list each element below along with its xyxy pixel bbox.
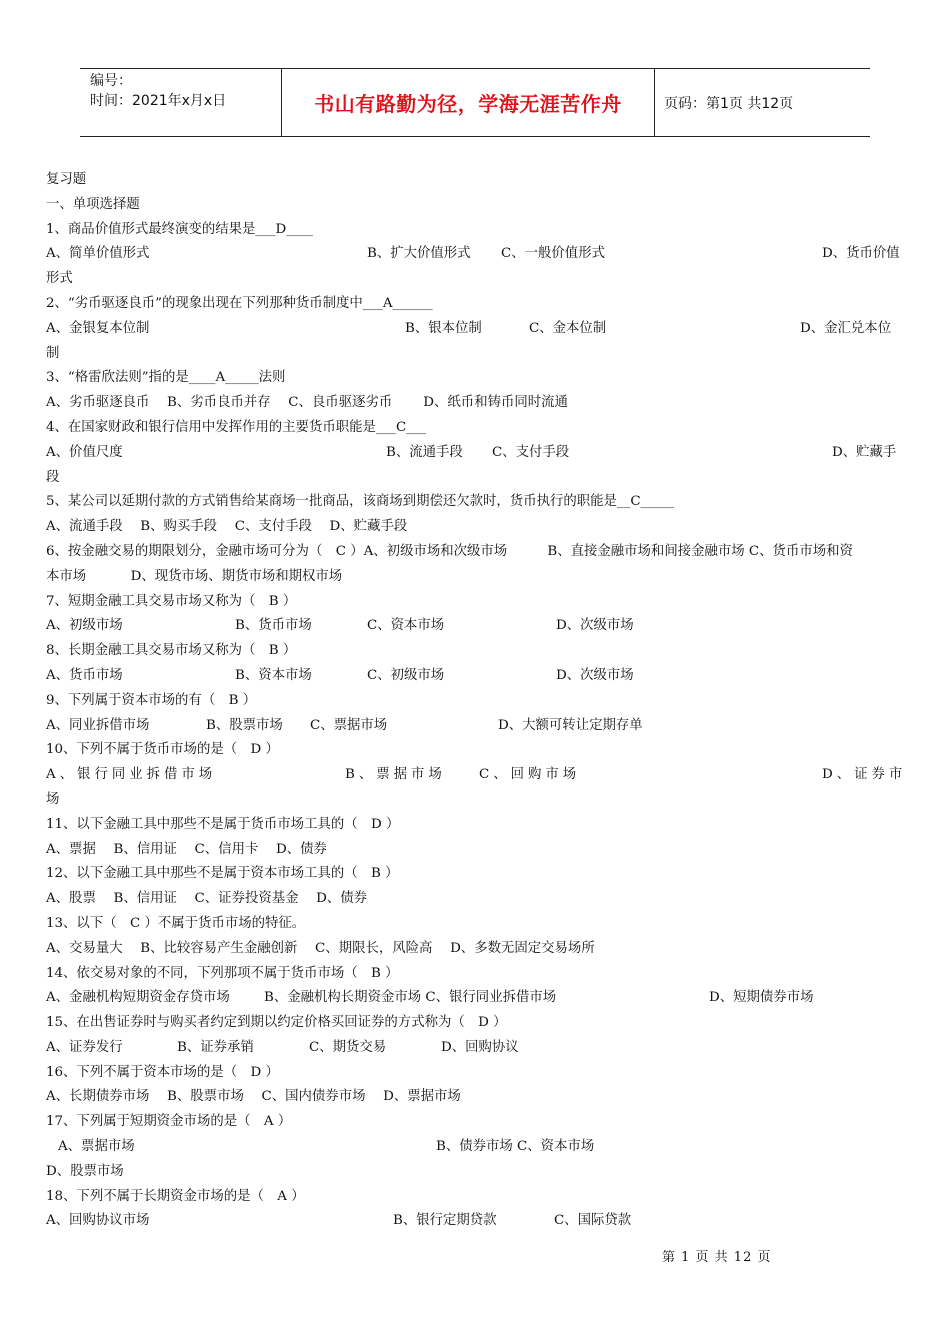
answer-option: D、大额可转让定期存单 [498,717,643,733]
header-table [80,68,870,137]
answer-option: B、货币市场 [235,618,312,634]
answer-option: B、流通手段 [386,444,463,460]
answer-options [46,614,904,639]
text-line: D、股票市场 [46,1163,124,1179]
page-footer: 第 1 页 共 12 页 [662,1250,772,1265]
text-line: 6、按金融交易的期限划分，金融市场可分为（ C ）A、初级市场和次级市场 B、直接金融市场和间接金融市场 C、货币市场和资 [46,543,853,559]
answer-option: C、支付手段 [492,444,570,460]
answer-option: C、国际贷款 [554,1213,632,1229]
document-body [46,168,907,1234]
answer-option: A、回购协议市场 [46,1213,150,1229]
text-line: 4、在国家财政和银行信用中发挥作用的主要货币职能是___C___ [46,419,427,435]
answer-option: D、货币价值 [822,246,900,262]
answer-option: B、银行定期贷款 [393,1213,497,1229]
text-line: 11、以下金融工具中那些不是属于货币市场工具的（ D ） [46,816,400,832]
answer-option: B、证券承销 [177,1039,254,1055]
answer-option: D、次级市场 [556,667,634,683]
text-line: A、劣币驱逐良币 B、劣币良币并存 C、良币驱逐劣币 D、纸币和铸币同时流通 [46,395,568,411]
text-line: 16、下列不属于资本市场的是（ D ） [46,1064,279,1080]
answer-option: C、初级市场 [367,667,445,683]
text-line: 13、以下（ C ）不属于货币市场的特征。 [46,915,306,931]
answer-option: B、票据市场 [345,767,446,783]
text-line: A、长期债券市场 B、股票市场 C、国内债券市场 D、票据市场 [46,1089,461,1105]
answer-option: B、扩大价值形式 [367,246,471,262]
answer-option: C、期货交易 [309,1039,387,1055]
text-line: 17、下列属于短期资金市场的是（ A ） [46,1114,292,1130]
text-line: 形式 [46,271,73,287]
answer-option: A、初级市场 [46,618,123,634]
answer-option: A、同业拆借市场 [46,717,150,733]
answer-option: C、一般价值形式 [501,246,605,262]
answer-option: D、回购协议 [441,1039,519,1055]
answer-options [46,664,904,689]
answer-option: B、金融机构长期资金市场 C、银行同业拆借市场 [264,990,557,1006]
text-line: 1、商品价值形式最终演变的结果是___D____ [46,221,313,237]
answer-options [46,441,904,466]
answer-option: D、贮藏手 [832,444,897,460]
answer-option: C、票据市场 [310,717,388,733]
text-line: 3、“格雷欣法则”指的是____A_____法则 [46,370,286,386]
header-meta [90,71,226,111]
answer-options [46,242,904,267]
text-line: 段 [46,469,60,485]
answer-option: A、证券发行 [46,1039,123,1055]
header-divider-right [654,69,655,136]
text-line: 制 [46,345,60,361]
text-line: 9、下列属于资本市场的有（ B ） [46,692,257,708]
text-line: 5、某公司以延期付款的方式销售给某商场一批商品，该商场到期偿还欠款时，货币执行的职能是__C_____ [46,494,675,510]
answer-option: A、货币市场 [46,667,123,683]
answer-option: A、金融机构短期资金存贷市场 [46,990,230,1006]
answer-option: C、资本市场 [367,618,445,634]
text-line: 8、长期金融工具交易市场又称为（ B ） [46,643,297,659]
answer-options [46,986,904,1011]
text-line: 18、下列不属于长期资金市场的是（ A ） [46,1188,305,1204]
answer-options [46,1209,904,1234]
text-line: 7、短期金融工具交易市场又称为（ B ） [46,593,297,609]
answer-option: D、短期债券市场 [709,990,814,1006]
doc-title: 复习题 [46,172,87,187]
answer-option: A、银行同业拆借市场 [46,767,217,783]
text-line: 本市场 D、现货市场、期货市场和期权市场 [46,568,343,584]
number-label: 编号： [90,73,132,89]
answer-option: B、债券市场 C、资本市场 [436,1139,595,1155]
answer-option: A、票据市场 [58,1139,135,1155]
text-line: A、票据 B、信用证 C、信用卡 D、债券 [46,841,327,857]
text-line: 场 [46,791,60,807]
answer-option: B、银本位制 [405,320,482,336]
answer-option: A、简单价值形式 [46,246,150,262]
section-heading: 一、单项选择题 [46,196,140,212]
answer-option: B、资本市场 [235,667,312,683]
answer-options [46,1135,904,1160]
answer-option: D、金汇兑本位 [800,320,892,336]
answer-options [46,1036,904,1061]
answer-option: C、金本位制 [529,320,607,336]
header-motto: 书山有路勤为径，学海无涯苦作舟 [314,92,622,116]
answer-option: B、股票市场 [206,717,283,733]
answer-option: A、价值尺度 [46,444,123,460]
header-page-number: 页码：第1页 共12页 [664,95,794,112]
answer-options [46,317,904,342]
text-line: A、交易量大 B、比较容易产生金融创新 C、期限长，风险高 D、多数无固定交易场所 [46,940,595,956]
date-label: 时间：2021年x月x日 [90,93,227,109]
text-line: 10、下列不属于货币市场的是（ D ） [46,742,279,758]
answer-option: C、回购市场 [479,767,581,783]
text-line: 14、依交易对象的不同，下列那项不属于货币市场（ B ） [46,965,399,981]
answer-option: D、次级市场 [556,618,634,634]
text-line: 15、在出售证券时与购买者约定到期以约定价格买回证券的方式称为（ D ） [46,1015,507,1031]
text-line: A、股票 B、信用证 C、证券投资基金 D、债券 [46,891,368,907]
text-line: A、流通手段 B、购买手段 C、支付手段 D、贮藏手段 [46,519,408,535]
text-line: 12、以下金融工具中那些不是属于资本市场工具的（ B ） [46,866,399,882]
answer-options [46,763,907,788]
answer-option: D、证券市 [822,767,907,783]
answer-options [46,714,904,739]
answer-option: A、金银复本位制 [46,320,150,336]
text-line: 2、“劣币驱逐良币”的现象出现在下列那种货币制度中___A______ [46,295,433,311]
